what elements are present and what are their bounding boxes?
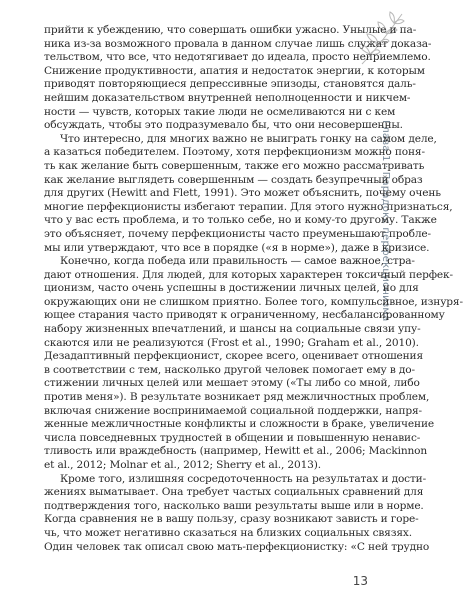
chapter-running-title: Глава 1 · Парадокс перфекционизма	[380, 120, 391, 322]
text-line: Дезадаптивный перфекционист, скорее всего, оценивает отношения	[44, 350, 423, 363]
text-line: что у вас есть проблема, и то только себе, но и кому-то другому. Также	[44, 214, 437, 227]
text-line: многие перфекционисты избегают терапии. Для этого нужно признаться,	[44, 200, 453, 213]
text-line: против меня»). В результате возникает ряд межличностных проблем,	[44, 391, 430, 404]
text-line: мы или утверждают, что все в порядке («я в норме»), даже в кризисе.	[44, 241, 430, 254]
text-line: как желание выглядеть совершенным — создать безупречный образ	[44, 173, 423, 186]
text-line: et al., 2012; Molnar et al., 2012; Sherry et al., 2013).	[44, 459, 321, 471]
text-line: Один человек так описал свою мать-перфекционистку: «С ней трудно	[44, 540, 430, 553]
text-line: числа повседневных трудностей в общении и повышенную ненавис-	[44, 431, 421, 444]
text-line: нейшим доказательством внутренней неполноценности и никчем-	[44, 91, 411, 104]
text-line: для других (Hewitt and Flett, 1991). Это может объяснить, почему очень	[44, 187, 441, 200]
text-line: в соответствии с тем, насколько другой человек помогает ему в до-	[44, 363, 415, 376]
text-line: а казаться победителем. Поэтому, хотя перфекционизм можно поня-	[44, 146, 425, 159]
text-line: стижении личных целей или мешает этому («Ты либо со мной, либо	[44, 377, 420, 390]
text-line: Что интересно, для многих важно не выиграть гонку на самом деле,	[60, 132, 437, 145]
text-line: Когда сравнения не в вашу пользу, сразу возникают зависть и горе-	[44, 513, 419, 526]
text-line: окружающих они не слишком приятно. Более того, компульсивное, изнуря-	[44, 295, 463, 308]
text-line: ющее старания часто приводят к ограниченному, несбалансированному	[44, 309, 445, 322]
text-line: это объясняет, почему перфекционисты часто преуменьшают пробле-	[44, 227, 431, 240]
text-line: ности — чувств, которых такие люди не осмеливаются ни с кем	[44, 105, 396, 118]
text-line: Кроме того, излишняя сосредоточенность на результатах и дости-	[60, 472, 427, 485]
text-line: Снижение продуктивности, апатия и недостаток энергии, к которым	[44, 64, 425, 77]
text-line: приводят повторяющиеся депрессивные эпизоды, становятся даль-	[44, 78, 416, 91]
text-line: тливость или враждебность (например, Hewitt et al., 2006; Mackinnon	[44, 445, 428, 458]
text-line: ника из-за возможного провала в данном случае лишь служат доказа-	[44, 37, 432, 50]
text-line: ть как желание быть совершенным, также его можно рассматривать	[44, 159, 425, 172]
text-line: включая снижение воспринимаемой социальной поддержки, напря-	[44, 404, 422, 417]
text-line: подтверждения того, насколько ваши результаты выше или в норме.	[44, 499, 424, 512]
text-line: ционизм, часто очень успешны в достижении личных целей, но для	[44, 282, 419, 295]
text-line: жениях выматывает. Она требует частых социальных сравнений для	[44, 486, 424, 499]
text-line: обсуждать, чтобы это подразумевало бы, что они несовершенны.	[44, 119, 403, 132]
text-line: скаются или не реализуются (Frost et al., 1990; Graham et al., 2010).	[44, 336, 419, 349]
text-line: дают отношения. Для людей, для которых характерен токсичный перфек-	[44, 268, 453, 281]
text-line: прийти к убеждению, что совершать ошибки ужасно. Унылые и па-	[44, 24, 417, 36]
text-line: женные межличностные конфликты и сложности в браке, увеличение	[44, 418, 434, 431]
text-line: набору жизненных впечатлений, и шансы на социальные связи упу-	[44, 323, 421, 336]
text-line: Конечно, когда победа или правильность — самое важное, стра-	[60, 255, 415, 268]
page-number: 13	[352, 574, 368, 588]
text-line: чь, что может негативно сказаться на близких социальных связях.	[44, 526, 412, 539]
text-line: тельством, что все, что недотягивает до идеала, просто неприемлемо.	[44, 51, 431, 64]
